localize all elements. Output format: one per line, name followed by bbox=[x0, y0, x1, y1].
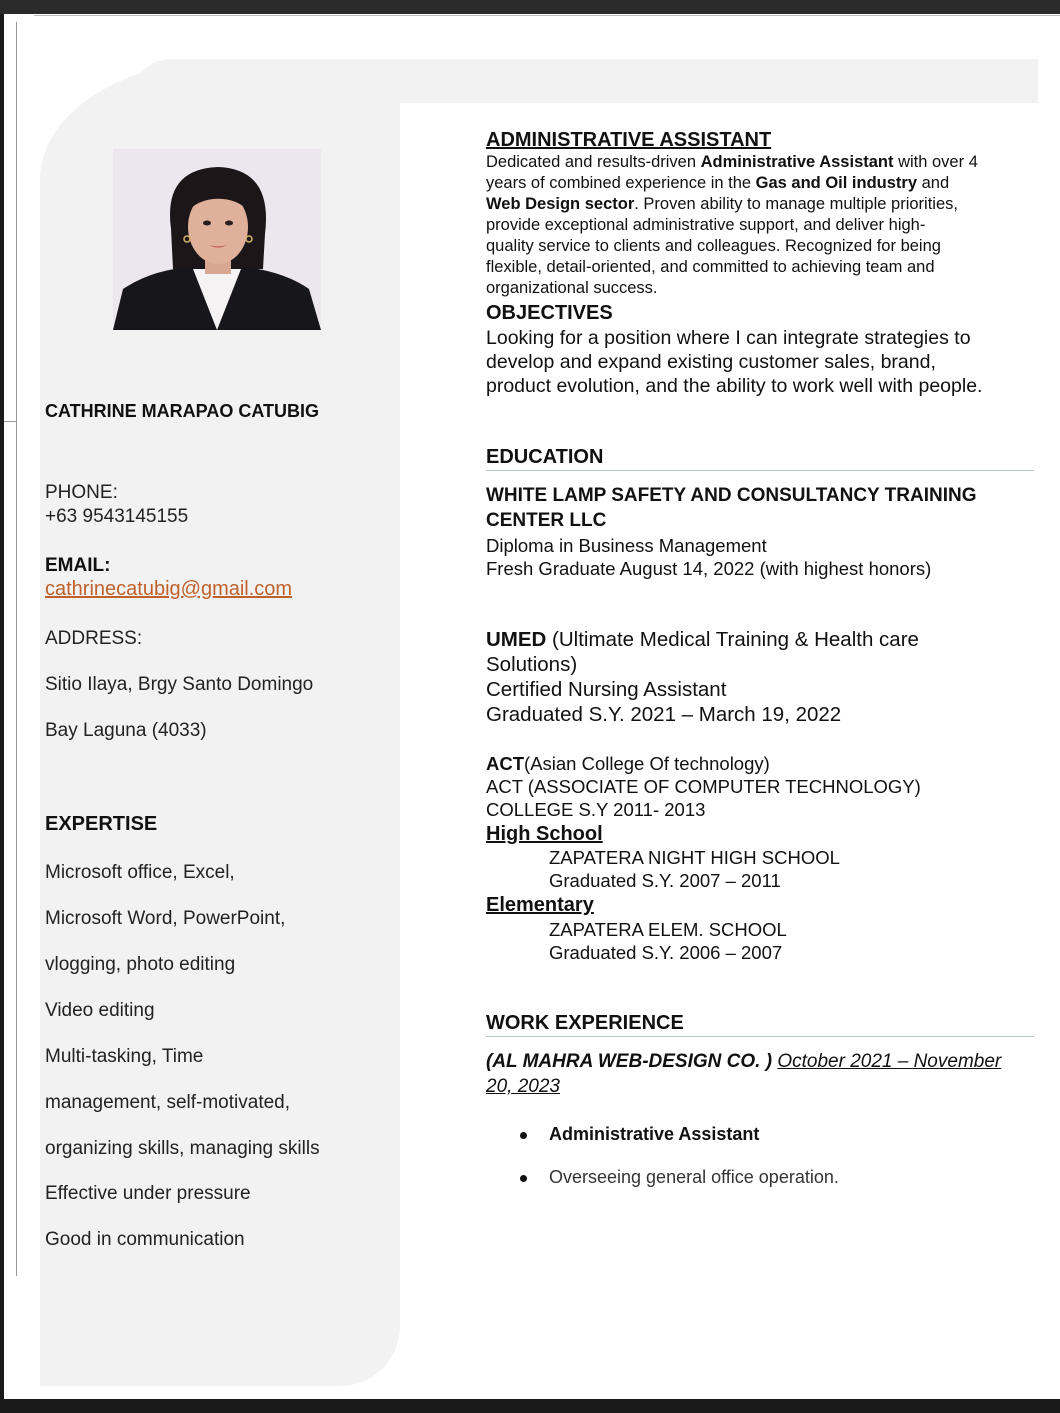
summary-title: ADMINISTRATIVE ASSISTANT bbox=[486, 129, 772, 151]
school-name: WHITE LAMP SAFETY AND CONSULTANCY TRAINING bbox=[486, 485, 977, 506]
expertise-line: management, self-motivated, bbox=[45, 1092, 291, 1113]
summary-line: Web Design sector. Proven ability to manage multiple priorities, bbox=[486, 195, 958, 213]
address-line-1: Sitio Ilaya, Brgy Santo Domingo bbox=[45, 674, 314, 695]
address-label: ADDRESS: bbox=[45, 628, 143, 649]
summary-line: Dedicated and results-driven Administrative Assistant with over 4 bbox=[486, 153, 978, 171]
education-title: EDUCATION bbox=[486, 446, 604, 468]
high-school-title: High School bbox=[486, 823, 603, 845]
expertise-line: Microsoft Word, PowerPoint, bbox=[45, 908, 286, 929]
objectives-line: Looking for a position where I can integrate strategies to bbox=[486, 327, 971, 349]
expertise-line: Video editing bbox=[45, 1000, 155, 1021]
window-bottom-edge bbox=[0, 1399, 1060, 1413]
summary-line: provide exceptional administrative support, and deliver high- bbox=[486, 216, 926, 234]
address-line-2: Bay Laguna (4033) bbox=[45, 720, 207, 741]
bullet-icon bbox=[520, 1132, 527, 1139]
elementary-name: ZAPATERA ELEM. SCHOOL bbox=[549, 919, 787, 940]
expertise-line: organizing skills, managing skills bbox=[45, 1138, 320, 1159]
bullet-icon bbox=[520, 1175, 527, 1182]
expertise-line: Multi-tasking, Time bbox=[45, 1046, 204, 1067]
school-degree: Certified Nursing Assistant bbox=[486, 678, 727, 701]
work-rule bbox=[486, 1036, 1034, 1037]
work-company-line: (AL MAHRA WEB-DESIGN CO. ) October 2021 – November bbox=[486, 1051, 1002, 1072]
elementary-title: Elementary bbox=[486, 894, 594, 916]
school-name: UMED (Ultimate Medical Training & Health care bbox=[486, 628, 919, 651]
objectives-line: develop and expand existing customer sales, brand, bbox=[486, 351, 936, 373]
elementary-note: Graduated S.Y. 2006 – 2007 bbox=[549, 942, 783, 963]
window-top-bar bbox=[0, 0, 1060, 14]
summary-line: years of combined experience in the Gas and Oil industry and bbox=[486, 174, 950, 192]
expertise-line: Effective under pressure bbox=[45, 1183, 251, 1204]
summary-line: flexible, detail-oriented, and committed to achieving team and bbox=[486, 258, 935, 276]
summary-line: quality service to clients and colleagues. Recognized for being bbox=[486, 237, 941, 255]
education-rule bbox=[486, 470, 1034, 471]
work-period: 20, 2023 bbox=[486, 1076, 560, 1097]
work-bullet: Administrative Assistant bbox=[549, 1124, 760, 1144]
school-degree: ACT (ASSOCIATE OF COMPUTER TECHNOLOGY) bbox=[486, 776, 921, 797]
school-name: CENTER LLC bbox=[486, 510, 607, 531]
phone-value: +63 9543145155 bbox=[45, 506, 189, 527]
objectives-line: product evolution, and the ability to work well with people. bbox=[486, 375, 983, 397]
page-top-rule bbox=[34, 15, 1060, 16]
school-note: COLLEGE S.Y 2011- 2013 bbox=[486, 799, 706, 820]
objectives-title: OBJECTIVES bbox=[486, 302, 613, 324]
work-title: WORK EXPERIENCE bbox=[486, 1012, 684, 1034]
window-left-edge bbox=[0, 14, 4, 1399]
summary-line: organizational success. bbox=[486, 279, 658, 297]
school-note: Fresh Graduate August 14, 2022 (with highest honors) bbox=[486, 558, 932, 579]
email-link[interactable]: cathrinecatubig@gmail.com bbox=[45, 578, 293, 600]
expertise-line: Good in communication bbox=[45, 1229, 245, 1250]
expertise-line: Microsoft office, Excel, bbox=[45, 862, 235, 883]
email-label: EMAIL: bbox=[45, 555, 111, 576]
expertise-line: vlogging, photo editing bbox=[45, 954, 236, 975]
work-bullet: Overseeing general office operation. bbox=[549, 1167, 839, 1187]
profile-photo bbox=[113, 149, 321, 330]
school-degree: Diploma in Business Management bbox=[486, 535, 767, 556]
profile-name: CATHRINE MARAPAO CATUBIG bbox=[45, 401, 319, 421]
high-school-name: ZAPATERA NIGHT HIGH SCHOOL bbox=[549, 847, 840, 868]
school-name: ACT(Asian College Of technology) bbox=[486, 753, 770, 774]
school-note: Graduated S.Y. 2021 – March 19, 2022 bbox=[486, 703, 842, 726]
school-name: Solutions) bbox=[486, 653, 578, 676]
expertise-title: EXPERTISE bbox=[45, 813, 158, 835]
phone-label: PHONE: bbox=[45, 482, 118, 503]
high-school-note: Graduated S.Y. 2007 – 2011 bbox=[549, 870, 781, 891]
